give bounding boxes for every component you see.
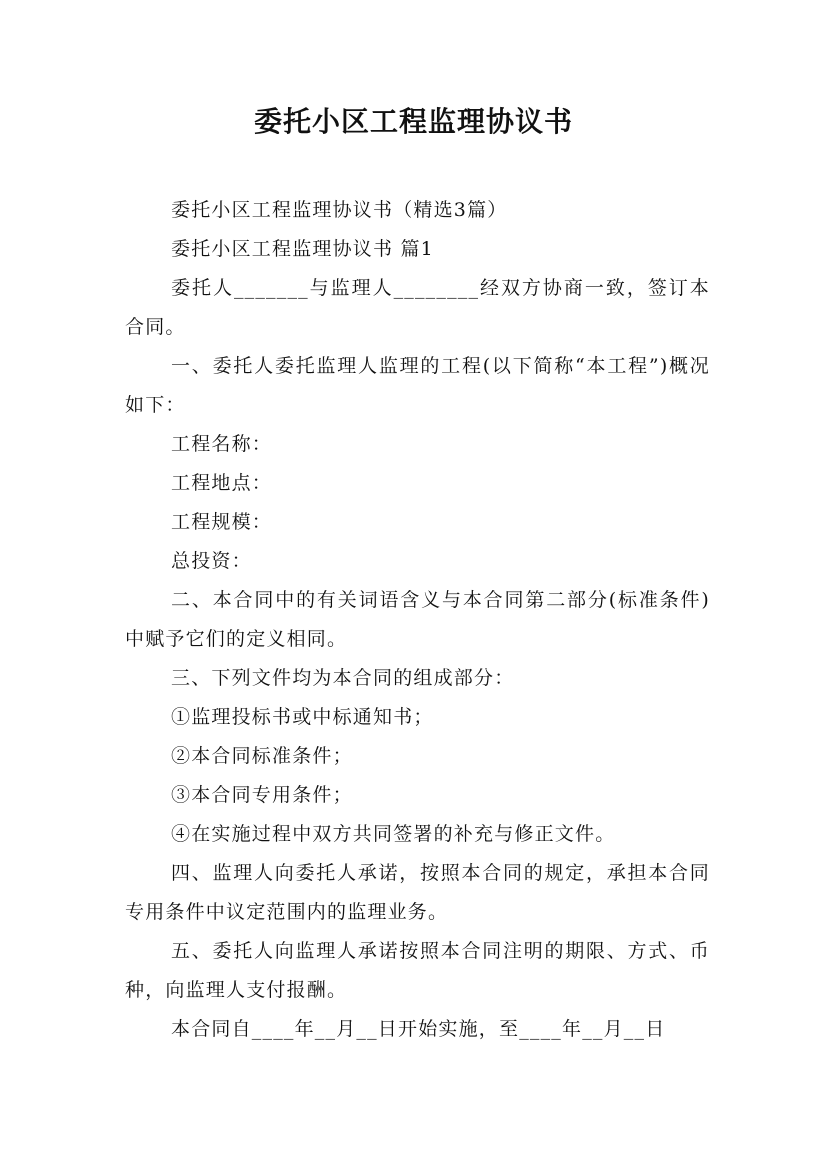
paragraph-clause-1: 一、委托人委托监理人监理的工程(以下简称“本工程”)概况如下：	[125, 355, 710, 416]
paragraph-project-location: 工程地点：	[171, 472, 273, 494]
paragraph-clause-5: 五、委托人向监理人承诺按照本合同注明的期限、方式、币种，向监理人支付报酬。	[125, 940, 710, 1001]
paragraph-document-item-1: ①监理投标书或中标通知书；	[171, 706, 434, 728]
paragraph-clause-4: 四、监理人向委托人承诺，按照本合同的规定，承担本合同专用条件中议定范围内的监理业务。	[125, 862, 710, 923]
paragraph-document-item-4: ④在实施过程中双方共同签署的补充与修正文件。	[171, 823, 616, 845]
paragraph-clause-3: 三、下列文件均为本合同的组成部分：	[171, 667, 515, 689]
paragraph-parties: 委托人_______与监理人________经双方协商一致，签订本合同。	[125, 277, 710, 338]
paragraph-project-scale: 工程规模：	[171, 511, 273, 533]
paragraph-term: 本合同自____年__月__日开始实施，至____年__月__日	[171, 1018, 666, 1040]
paragraph-document-item-3: ③本合同专用条件；	[171, 784, 353, 806]
paragraph-clause-2: 二、本合同中的有关词语含义与本合同第二部分(标准条件)中赋予它们的定义相同。	[125, 589, 710, 650]
paragraph-section-heading: 委托小区工程监理协议书 篇1	[171, 238, 434, 260]
document-body	[125, 191, 710, 1049]
document-title: 委托小区工程监理协议书	[253, 105, 573, 138]
paragraph-project-name: 工程名称：	[171, 433, 273, 455]
paragraph-document-item-2: ②本合同标准条件；	[171, 745, 353, 767]
paragraph-total-investment: 总投资：	[171, 550, 252, 572]
paragraph-selection-note: 委托小区工程监理协议书（精选3篇）	[171, 199, 508, 221]
